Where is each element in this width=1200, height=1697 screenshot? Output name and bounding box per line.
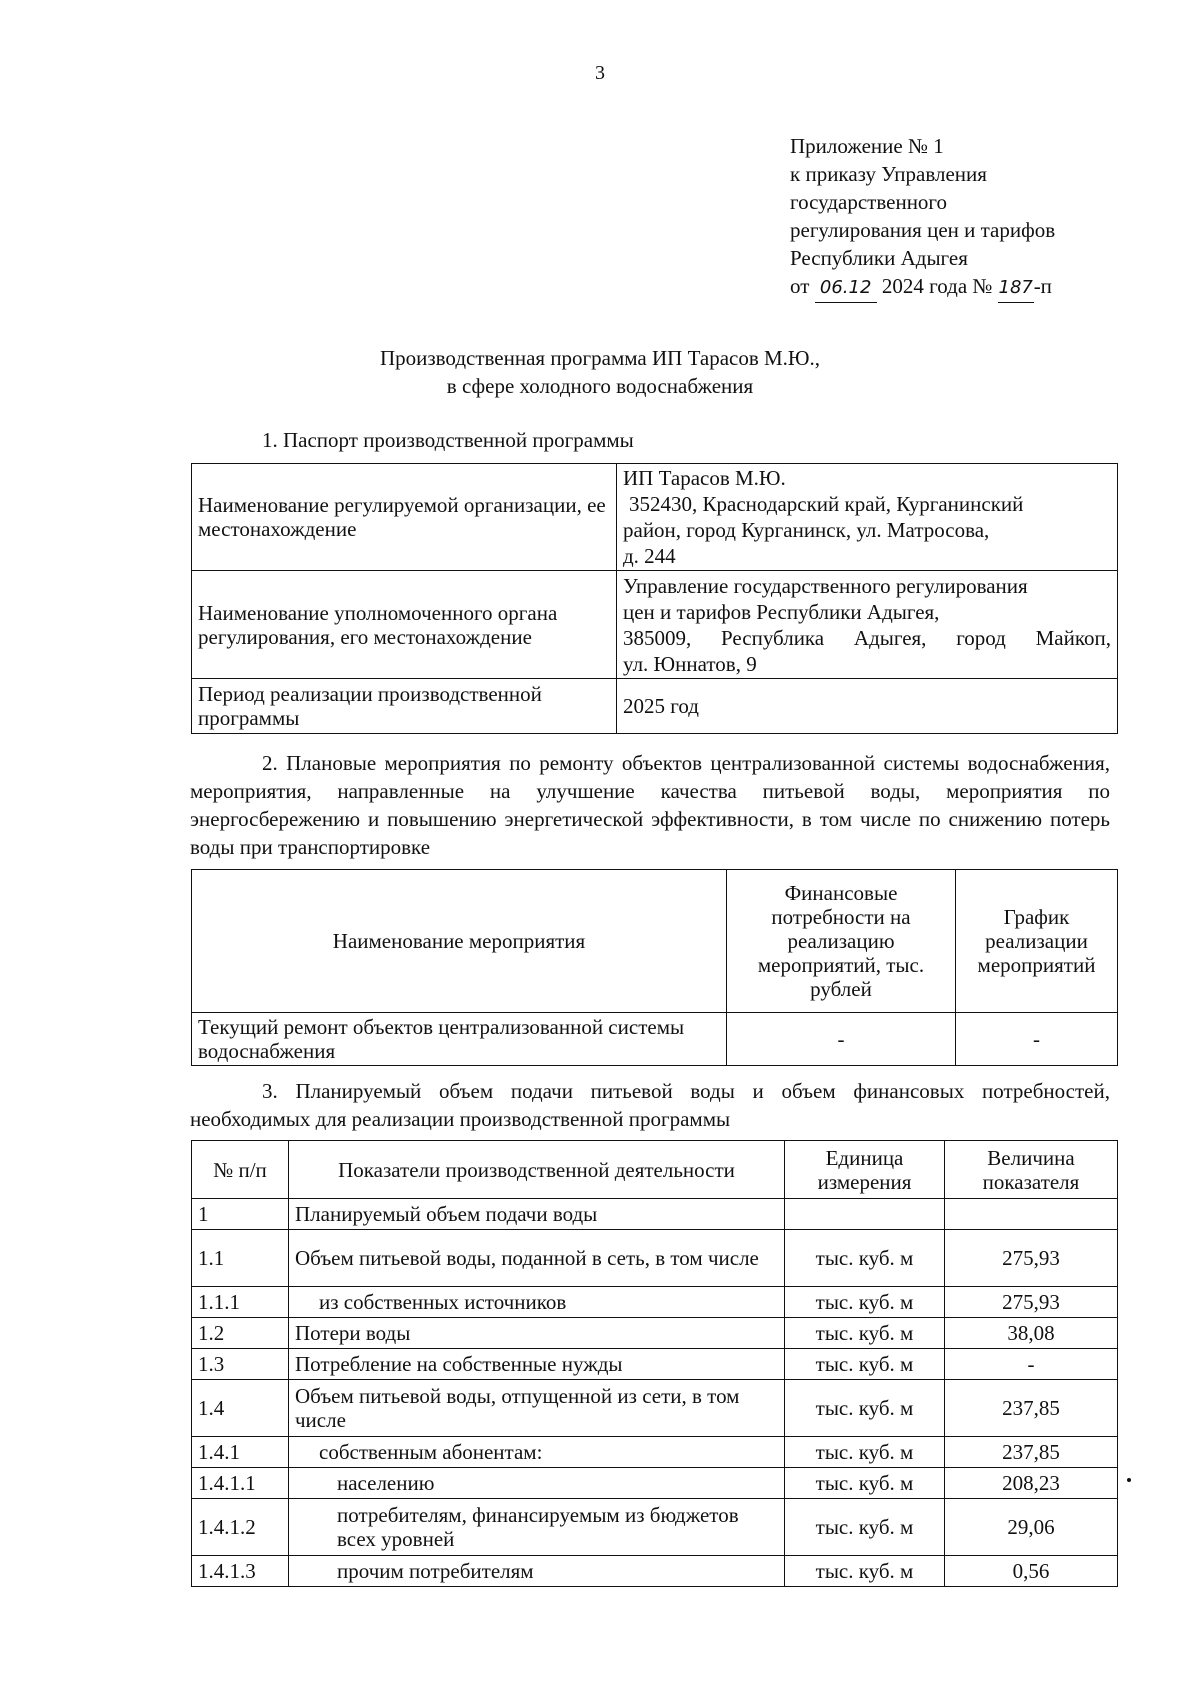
- table-row: [192, 1499, 1118, 1556]
- indicator-value: 275,93: [945, 1287, 1118, 1318]
- value-line: цен и тарифов Республики Адыгея,: [623, 599, 940, 624]
- appendix-block: [790, 132, 1055, 303]
- row-number: 1.4.1.1: [192, 1468, 289, 1499]
- indicator-name: Потребление на собственные нужды: [289, 1349, 785, 1380]
- indicator-unit: тыс. куб. м: [785, 1556, 945, 1587]
- indicator-unit: [785, 1199, 945, 1230]
- row-number: 1.3: [192, 1349, 289, 1380]
- measures-table: [191, 869, 1118, 1066]
- passport-label: Наименование регулируемой организации, ее местонахождение: [192, 464, 617, 571]
- table-row: [192, 1556, 1118, 1587]
- indicator-value: 38,08: [945, 1318, 1118, 1349]
- column-header: Наименование мероприятия: [192, 870, 727, 1013]
- section2-heading: [190, 749, 1110, 861]
- table-row: [192, 1199, 1118, 1230]
- section3-heading: [190, 1077, 1110, 1133]
- indicator-value: 275,93: [945, 1230, 1118, 1287]
- passport-value: [617, 464, 1118, 571]
- value-line: ул. Юннатов, 9: [623, 651, 757, 676]
- date-prefix: от: [790, 274, 810, 298]
- title-line: в сфере холодного водоснабжения: [446, 374, 754, 398]
- indicator-value: -: [945, 1349, 1118, 1380]
- table-row: [192, 571, 1118, 679]
- passport-table: [191, 463, 1118, 734]
- column-header: № п/п: [192, 1141, 289, 1199]
- indicator-name: населению: [289, 1468, 785, 1499]
- value-line: 352430, Краснодарский край, Курганинский: [629, 492, 1024, 516]
- table-row: [192, 1013, 1118, 1066]
- measure-name: Текущий ремонт объектов централизованной системы водоснабжения: [192, 1013, 727, 1066]
- column-header: Единица измерения: [785, 1141, 945, 1199]
- row-number: 1.4.1.3: [192, 1556, 289, 1587]
- section3-heading-text: 3. Планируемый объем подачи питьевой воды и объем финансовых потребностей, необходимых для реализации производственной программы: [190, 1079, 1110, 1131]
- table-row: [192, 1318, 1118, 1349]
- indicator-name: Планируемый объем подачи воды: [289, 1199, 785, 1230]
- indicator-unit: тыс. куб. м: [785, 1468, 945, 1499]
- appendix-line: Приложение № 1: [790, 134, 944, 158]
- table-row: [192, 1230, 1118, 1287]
- page-number: 3: [595, 62, 605, 84]
- passport-value: [617, 571, 1118, 679]
- handwritten-number: 187: [998, 274, 1034, 303]
- indicator-value: 208,23: [945, 1468, 1118, 1499]
- value-line: 385009, Республика Адыгея, город Майкоп,: [623, 625, 1111, 650]
- value-line: д. 244: [623, 544, 676, 568]
- table-row: [192, 464, 1118, 571]
- table-row: [192, 679, 1118, 734]
- passport-label: Наименование уполномоченного органа регулирования, его местонахождение: [192, 571, 617, 679]
- indicator-name: собственным абонентам:: [289, 1437, 785, 1468]
- row-number: 1.1.1: [192, 1287, 289, 1318]
- indicator-value: 237,85: [945, 1437, 1118, 1468]
- indicators-table: [191, 1140, 1118, 1587]
- row-number: 1: [192, 1199, 289, 1230]
- handwritten-date: 06.12: [815, 274, 877, 303]
- indicator-unit: тыс. куб. м: [785, 1287, 945, 1318]
- section2-heading-text: 2. Плановые мероприятия по ремонту объектов централизованной системы водоснабжения, мероприятия, направленные на улучшение качества питьевой воды, мероприятия по энергосбережению и повышению энергетической эффективности, в том числе по снижению потерь воды при транспортировке: [190, 751, 1110, 859]
- indicator-value: [945, 1199, 1118, 1230]
- indicator-name: потребителям, финансируемым из бюджетов всех уровней: [289, 1499, 785, 1556]
- row-number: 1.4: [192, 1380, 289, 1437]
- table-header-row: [192, 1141, 1118, 1199]
- indicator-name: Потери воды: [289, 1318, 785, 1349]
- indicator-name: Объем питьевой воды, поданной в сеть, в том числе: [289, 1230, 785, 1287]
- indicator-unit: тыс. куб. м: [785, 1437, 945, 1468]
- table-row: [192, 1349, 1118, 1380]
- document-title: [0, 344, 1200, 400]
- column-header: График реализации мероприятий: [956, 870, 1118, 1013]
- column-header: Величина показателя: [945, 1141, 1118, 1199]
- column-header: Показатели производственной деятельности: [289, 1141, 785, 1199]
- date-middle: 2024 года №: [881, 274, 993, 298]
- indicator-unit: тыс. куб. м: [785, 1349, 945, 1380]
- measure-finance: -: [727, 1013, 956, 1066]
- table-row: [192, 1380, 1118, 1437]
- indicator-unit: тыс. куб. м: [785, 1318, 945, 1349]
- indicator-name: из собственных источников: [289, 1287, 785, 1318]
- passport-label: Период реализации производственной программы: [192, 679, 617, 734]
- number-suffix: -п: [1033, 274, 1052, 298]
- table-header-row: [192, 870, 1118, 1013]
- appendix-date-line: [790, 272, 1055, 303]
- section1-heading: 1. Паспорт производственной программы: [262, 428, 634, 452]
- passport-value: 2025 год: [617, 679, 1118, 734]
- appendix-line: регулирования цен и тарифов: [790, 218, 1056, 242]
- indicator-value: 0,56: [945, 1556, 1118, 1587]
- table-row: [192, 1468, 1118, 1499]
- appendix-line: к приказу Управления: [790, 162, 987, 186]
- indicator-unit: тыс. куб. м: [785, 1230, 945, 1287]
- table-row: [192, 1437, 1118, 1468]
- row-number: 1.4.1.2: [192, 1499, 289, 1556]
- value-line: ИП Тарасов М.Ю.: [623, 466, 786, 490]
- indicator-unit: тыс. куб. м: [785, 1499, 945, 1556]
- value-line: район, город Курганинск, ул. Матросова,: [623, 518, 990, 542]
- table-row: [192, 1287, 1118, 1318]
- indicator-value: 29,06: [945, 1499, 1118, 1556]
- indicator-value: 237,85: [945, 1380, 1118, 1437]
- stray-dot: [1127, 1478, 1131, 1482]
- value-line: Управление государственного регулирования: [623, 573, 1028, 598]
- appendix-line: Республики Адыгея: [790, 246, 968, 270]
- measure-schedule: -: [956, 1013, 1118, 1066]
- row-number: 1.1: [192, 1230, 289, 1287]
- indicator-unit: тыс. куб. м: [785, 1380, 945, 1437]
- column-header: Финансовые потребности на реализацию мероприятий, тыс. рублей: [727, 870, 956, 1013]
- row-number: 1.2: [192, 1318, 289, 1349]
- indicator-name: Объем питьевой воды, отпущенной из сети, в том числе: [289, 1380, 785, 1437]
- row-number: 1.4.1: [192, 1437, 289, 1468]
- indicator-name: прочим потребителям: [289, 1556, 785, 1587]
- title-line: Производственная программа ИП Тарасов М.Ю.,: [379, 346, 821, 370]
- appendix-line: государственного: [790, 190, 948, 214]
